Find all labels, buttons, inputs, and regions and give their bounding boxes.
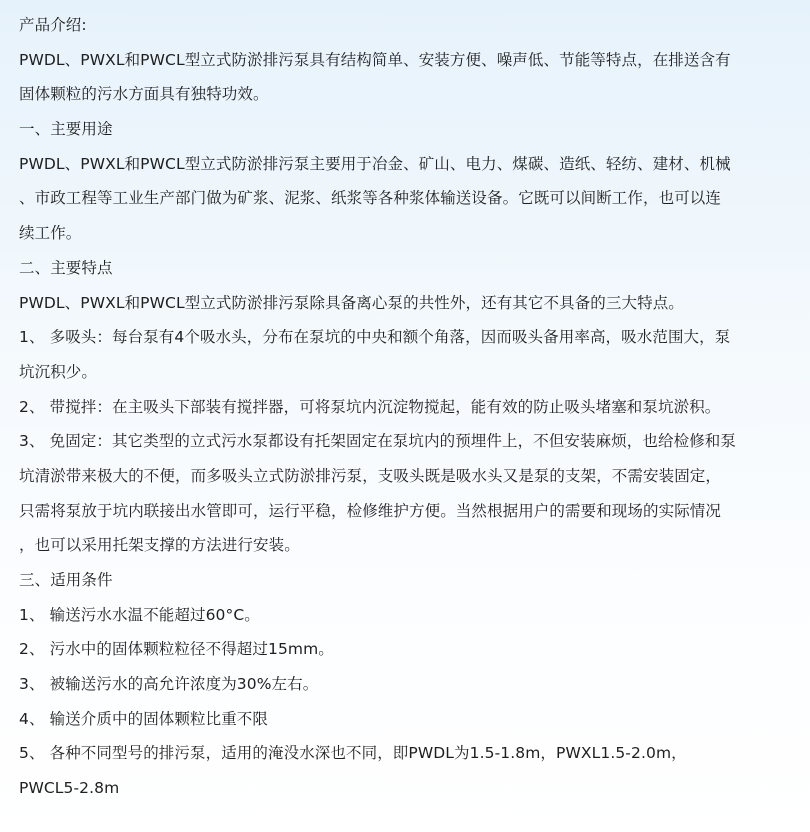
list-item: 2、 带搅拌：在主吸头下部装有搅拌器，可将泵坑内沉淀物搅起，能有效的防止吸头堵塞和泵坑淤积。: [19, 397, 721, 416]
paragraph-line: PWDL、PWXL和PWCL型立式防淤排污泵具有结构简单、安装方便、噪声低、节能等特点，在排送含有: [19, 50, 731, 69]
list-item-continuation: 只需将泵放于坑内联接出水管即可，运行平稳，检修维护方便。当然根据用户的需要和现场的实际情况: [19, 501, 722, 520]
section-title: 产品介绍:: [19, 16, 87, 34]
list-item-continuation: PWCL5-2.8m: [19, 779, 120, 798]
section-heading: 一、主要用途: [19, 120, 113, 139]
list-item-continuation: ，也可以采用托架支撑的方法进行安装。: [19, 536, 300, 555]
list-item-continuation: 坑沉积少。: [19, 362, 98, 381]
section-heading: 二、主要特点: [19, 258, 113, 277]
list-item: 1、 多吸头：每台泵有4个吸水头，分布在泵坑的中央和额个角落，因而吸头备用率高，吸水范围大，泵: [19, 328, 731, 347]
list-item: 5、 各种不同型号的排污泵，适用的淹没水深也不同，即PWDL为1.5-1.8m，PWXL1.5-2.0m，: [19, 744, 687, 763]
list-item: 2、 污水中的固体颗粒粒径不得超过15mm。: [19, 640, 334, 659]
list-item: 3、 被输送污水的高允许浓度为30%左右。: [19, 675, 319, 694]
paragraph-line: PWDL、PWXL和PWCL型立式防淤排污泵除具备离心泵的共性外，还有其它不具备的三大特点。: [19, 293, 684, 312]
list-item: 4、 输送介质中的固体颗粒比重不限: [19, 709, 268, 728]
list-item: 3、 免固定：其它类型的立式污水泵都设有托架固定在泵坑内的预埋件上，不但安装麻烦，也给检修和泵: [19, 432, 736, 451]
paragraph-line: 、市政工程等工业生产部门做为矿浆、泥浆、纸浆等各种浆体输送设备。它既可以间断工作，也可以连: [19, 189, 722, 208]
list-item-continuation: 坑清淤带来极大的不便，而多吸头立式防淤排污泵，支吸头既是吸水头又是泵的支架，不需安装固定，: [19, 466, 722, 485]
paragraph-line: 续工作。: [19, 224, 82, 243]
paragraph-line: 固体颗粒的污水方面具有独特功效。: [19, 85, 269, 104]
list-item: 1、 输送污水水温不能超过60°C。: [19, 605, 260, 624]
section-heading: 三、适用条件: [19, 571, 113, 589]
paragraph-line: PWDL、PWXL和PWCL型立式防淤排污泵主要用于冶金、矿山、电力、煤碳、造纸、轻纺、建材、机械: [19, 154, 731, 173]
product-description: [19, 8, 797, 806]
